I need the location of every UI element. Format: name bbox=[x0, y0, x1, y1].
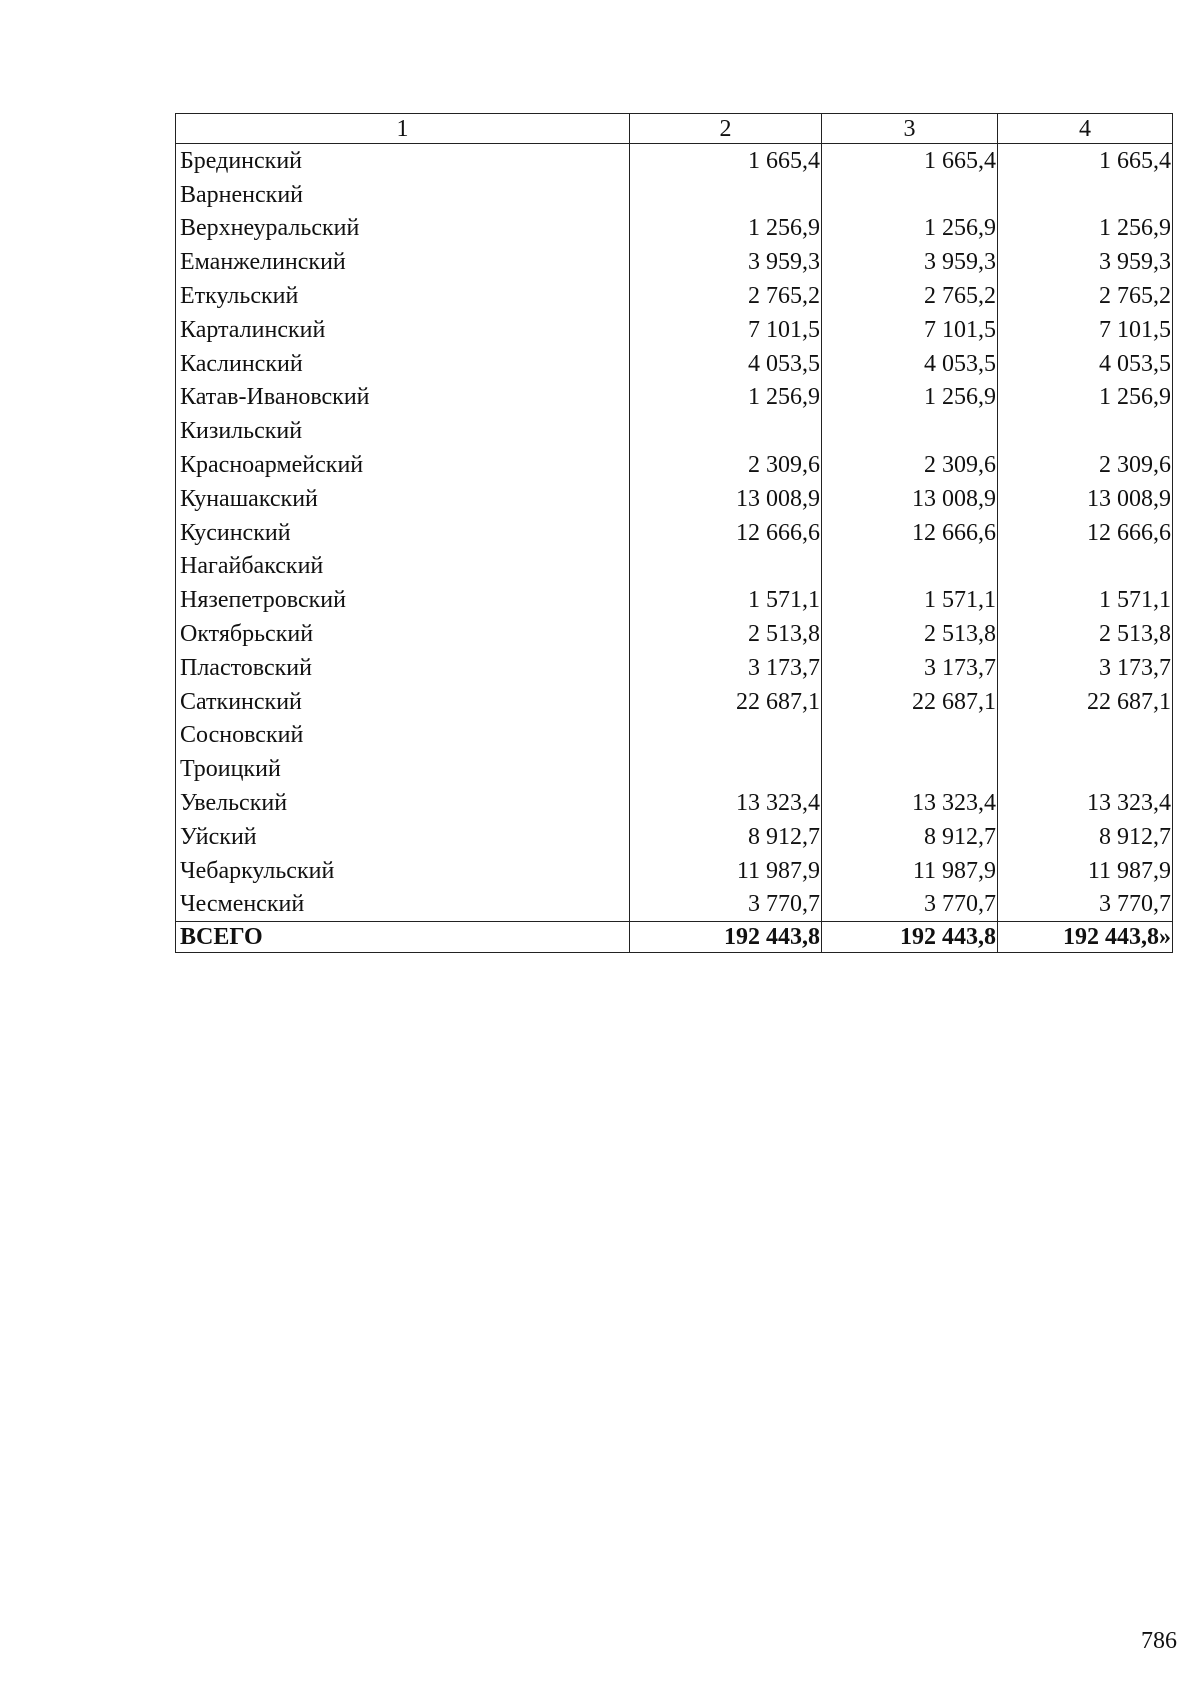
district-name-cell: Октябрьский bbox=[176, 617, 630, 651]
district-name-cell: Чесменский bbox=[176, 888, 630, 922]
district-name-cell: Красноармейский bbox=[176, 448, 630, 482]
table-row bbox=[176, 245, 1173, 279]
district-name-cell: Троицкий bbox=[176, 752, 630, 786]
district-name-cell: Еткульский bbox=[176, 279, 630, 313]
value-cell-col3: 2 513,8 bbox=[822, 617, 998, 651]
value-cell-col2: 1 256,9 bbox=[630, 212, 822, 246]
value-cell-col3: 1 256,9 bbox=[822, 381, 998, 415]
value-cell-col3: 3 959,3 bbox=[822, 245, 998, 279]
value-cell-col3 bbox=[822, 178, 998, 212]
table-row bbox=[176, 651, 1173, 685]
value-cell-col3: 1 256,9 bbox=[822, 212, 998, 246]
value-cell-col2: 1 571,1 bbox=[630, 583, 822, 617]
value-cell-col2: 3 959,3 bbox=[630, 245, 822, 279]
value-cell-col2 bbox=[630, 550, 822, 584]
value-cell-col4: 1 256,9 bbox=[998, 381, 1173, 415]
table-row bbox=[176, 279, 1173, 313]
value-cell-col2: 1 665,4 bbox=[630, 144, 822, 178]
value-cell-col4: 3 173,7 bbox=[998, 651, 1173, 685]
district-name-cell: Верхнеуральский bbox=[176, 212, 630, 246]
value-cell-col3: 3 173,7 bbox=[822, 651, 998, 685]
district-name-cell: Увельский bbox=[176, 786, 630, 820]
value-cell-col4: 3 770,7 bbox=[998, 888, 1173, 922]
value-cell-col2 bbox=[630, 414, 822, 448]
value-cell-col3: 3 770,7 bbox=[822, 888, 998, 922]
value-cell-col3: 12 666,6 bbox=[822, 516, 998, 550]
total-row bbox=[176, 922, 1173, 953]
district-name-cell: Кунашакский bbox=[176, 482, 630, 516]
total-value-col4: 192 443,8» bbox=[998, 922, 1173, 953]
value-cell-col4: 13 323,4 bbox=[998, 786, 1173, 820]
district-name-cell: Каслинский bbox=[176, 347, 630, 381]
value-cell-col3: 2 309,6 bbox=[822, 448, 998, 482]
table-row bbox=[176, 144, 1173, 178]
value-cell-col4 bbox=[998, 178, 1173, 212]
value-cell-col3: 11 987,9 bbox=[822, 854, 998, 888]
total-value-col3: 192 443,8 bbox=[822, 922, 998, 953]
value-cell-col4: 1 256,9 bbox=[998, 212, 1173, 246]
value-cell-col4: 2 513,8 bbox=[998, 617, 1173, 651]
value-cell-col2 bbox=[630, 178, 822, 212]
table-row bbox=[176, 448, 1173, 482]
value-cell-col2: 13 008,9 bbox=[630, 482, 822, 516]
district-name-cell: Нязепетровский bbox=[176, 583, 630, 617]
table-row bbox=[176, 820, 1173, 854]
table-row bbox=[176, 313, 1173, 347]
value-cell-col2 bbox=[630, 752, 822, 786]
value-cell-col4: 3 959,3 bbox=[998, 245, 1173, 279]
value-cell-col4 bbox=[998, 719, 1173, 753]
district-name-cell: Уйский bbox=[176, 820, 630, 854]
value-cell-col2 bbox=[630, 719, 822, 753]
value-cell-col3: 2 765,2 bbox=[822, 279, 998, 313]
table-row bbox=[176, 685, 1173, 719]
district-name-cell: Кусинский bbox=[176, 516, 630, 550]
table-row bbox=[176, 888, 1173, 922]
table-row bbox=[176, 719, 1173, 753]
value-cell-col4: 12 666,6 bbox=[998, 516, 1173, 550]
table-body bbox=[176, 144, 1173, 922]
header-row bbox=[176, 114, 1173, 144]
value-cell-col4: 22 687,1 bbox=[998, 685, 1173, 719]
header-cell-2: 2 bbox=[630, 114, 822, 144]
value-cell-col2: 3 173,7 bbox=[630, 651, 822, 685]
value-cell-col3 bbox=[822, 752, 998, 786]
district-name-cell: Саткинский bbox=[176, 685, 630, 719]
value-cell-col2: 22 687,1 bbox=[630, 685, 822, 719]
value-cell-col3 bbox=[822, 550, 998, 584]
table-row bbox=[176, 516, 1173, 550]
value-cell-col2: 8 912,7 bbox=[630, 820, 822, 854]
value-cell-col3: 1 665,4 bbox=[822, 144, 998, 178]
value-cell-col2: 2 309,6 bbox=[630, 448, 822, 482]
data-table bbox=[175, 113, 1173, 953]
district-name-cell: Чебаркульский bbox=[176, 854, 630, 888]
value-cell-col3: 22 687,1 bbox=[822, 685, 998, 719]
table-row bbox=[176, 347, 1173, 381]
table-row bbox=[176, 381, 1173, 415]
table-row bbox=[176, 414, 1173, 448]
value-cell-col3 bbox=[822, 414, 998, 448]
value-cell-col4 bbox=[998, 752, 1173, 786]
value-cell-col4: 4 053,5 bbox=[998, 347, 1173, 381]
value-cell-col3: 7 101,5 bbox=[822, 313, 998, 347]
table-row bbox=[176, 854, 1173, 888]
value-cell-col3: 8 912,7 bbox=[822, 820, 998, 854]
value-cell-col4: 7 101,5 bbox=[998, 313, 1173, 347]
table-row bbox=[176, 482, 1173, 516]
value-cell-col3: 1 571,1 bbox=[822, 583, 998, 617]
page-number: 786 bbox=[1141, 1628, 1177, 1654]
district-name-cell: Варненский bbox=[176, 178, 630, 212]
value-cell-col4: 8 912,7 bbox=[998, 820, 1173, 854]
value-cell-col2: 2 513,8 bbox=[630, 617, 822, 651]
total-value-col2: 192 443,8 bbox=[630, 922, 822, 953]
value-cell-col4 bbox=[998, 414, 1173, 448]
value-cell-col4: 2 309,6 bbox=[998, 448, 1173, 482]
table-row bbox=[176, 212, 1173, 246]
district-name-cell: Сосновский bbox=[176, 719, 630, 753]
header-cell-4: 4 bbox=[998, 114, 1173, 144]
total-label: ВСЕГО bbox=[176, 922, 630, 953]
district-name-cell: Нагайбакский bbox=[176, 550, 630, 584]
value-cell-col2: 13 323,4 bbox=[630, 786, 822, 820]
value-cell-col2: 12 666,6 bbox=[630, 516, 822, 550]
table-row bbox=[176, 550, 1173, 584]
header-cell-1: 1 bbox=[176, 114, 630, 144]
value-cell-col4: 1 571,1 bbox=[998, 583, 1173, 617]
value-cell-col4: 2 765,2 bbox=[998, 279, 1173, 313]
value-cell-col2: 3 770,7 bbox=[630, 888, 822, 922]
district-name-cell: Пластовский bbox=[176, 651, 630, 685]
table-row bbox=[176, 617, 1173, 651]
value-cell-col4: 13 008,9 bbox=[998, 482, 1173, 516]
value-cell-col4 bbox=[998, 550, 1173, 584]
district-name-cell: Брединский bbox=[176, 144, 630, 178]
district-name-cell: Катав-Ивановский bbox=[176, 381, 630, 415]
value-cell-col2: 7 101,5 bbox=[630, 313, 822, 347]
value-cell-col3: 4 053,5 bbox=[822, 347, 998, 381]
value-cell-col3: 13 323,4 bbox=[822, 786, 998, 820]
district-name-cell: Еманжелинский bbox=[176, 245, 630, 279]
value-cell-col4: 11 987,9 bbox=[998, 854, 1173, 888]
value-cell-col2: 2 765,2 bbox=[630, 279, 822, 313]
value-cell-col3: 13 008,9 bbox=[822, 482, 998, 516]
table-row bbox=[176, 752, 1173, 786]
value-cell-col2: 1 256,9 bbox=[630, 381, 822, 415]
header-cell-3: 3 bbox=[822, 114, 998, 144]
table-row bbox=[176, 178, 1173, 212]
value-cell-col3 bbox=[822, 719, 998, 753]
district-name-cell: Кизильский bbox=[176, 414, 630, 448]
value-cell-col4: 1 665,4 bbox=[998, 144, 1173, 178]
table-row bbox=[176, 583, 1173, 617]
table-row bbox=[176, 786, 1173, 820]
value-cell-col2: 4 053,5 bbox=[630, 347, 822, 381]
district-name-cell: Карталинский bbox=[176, 313, 630, 347]
value-cell-col2: 11 987,9 bbox=[630, 854, 822, 888]
